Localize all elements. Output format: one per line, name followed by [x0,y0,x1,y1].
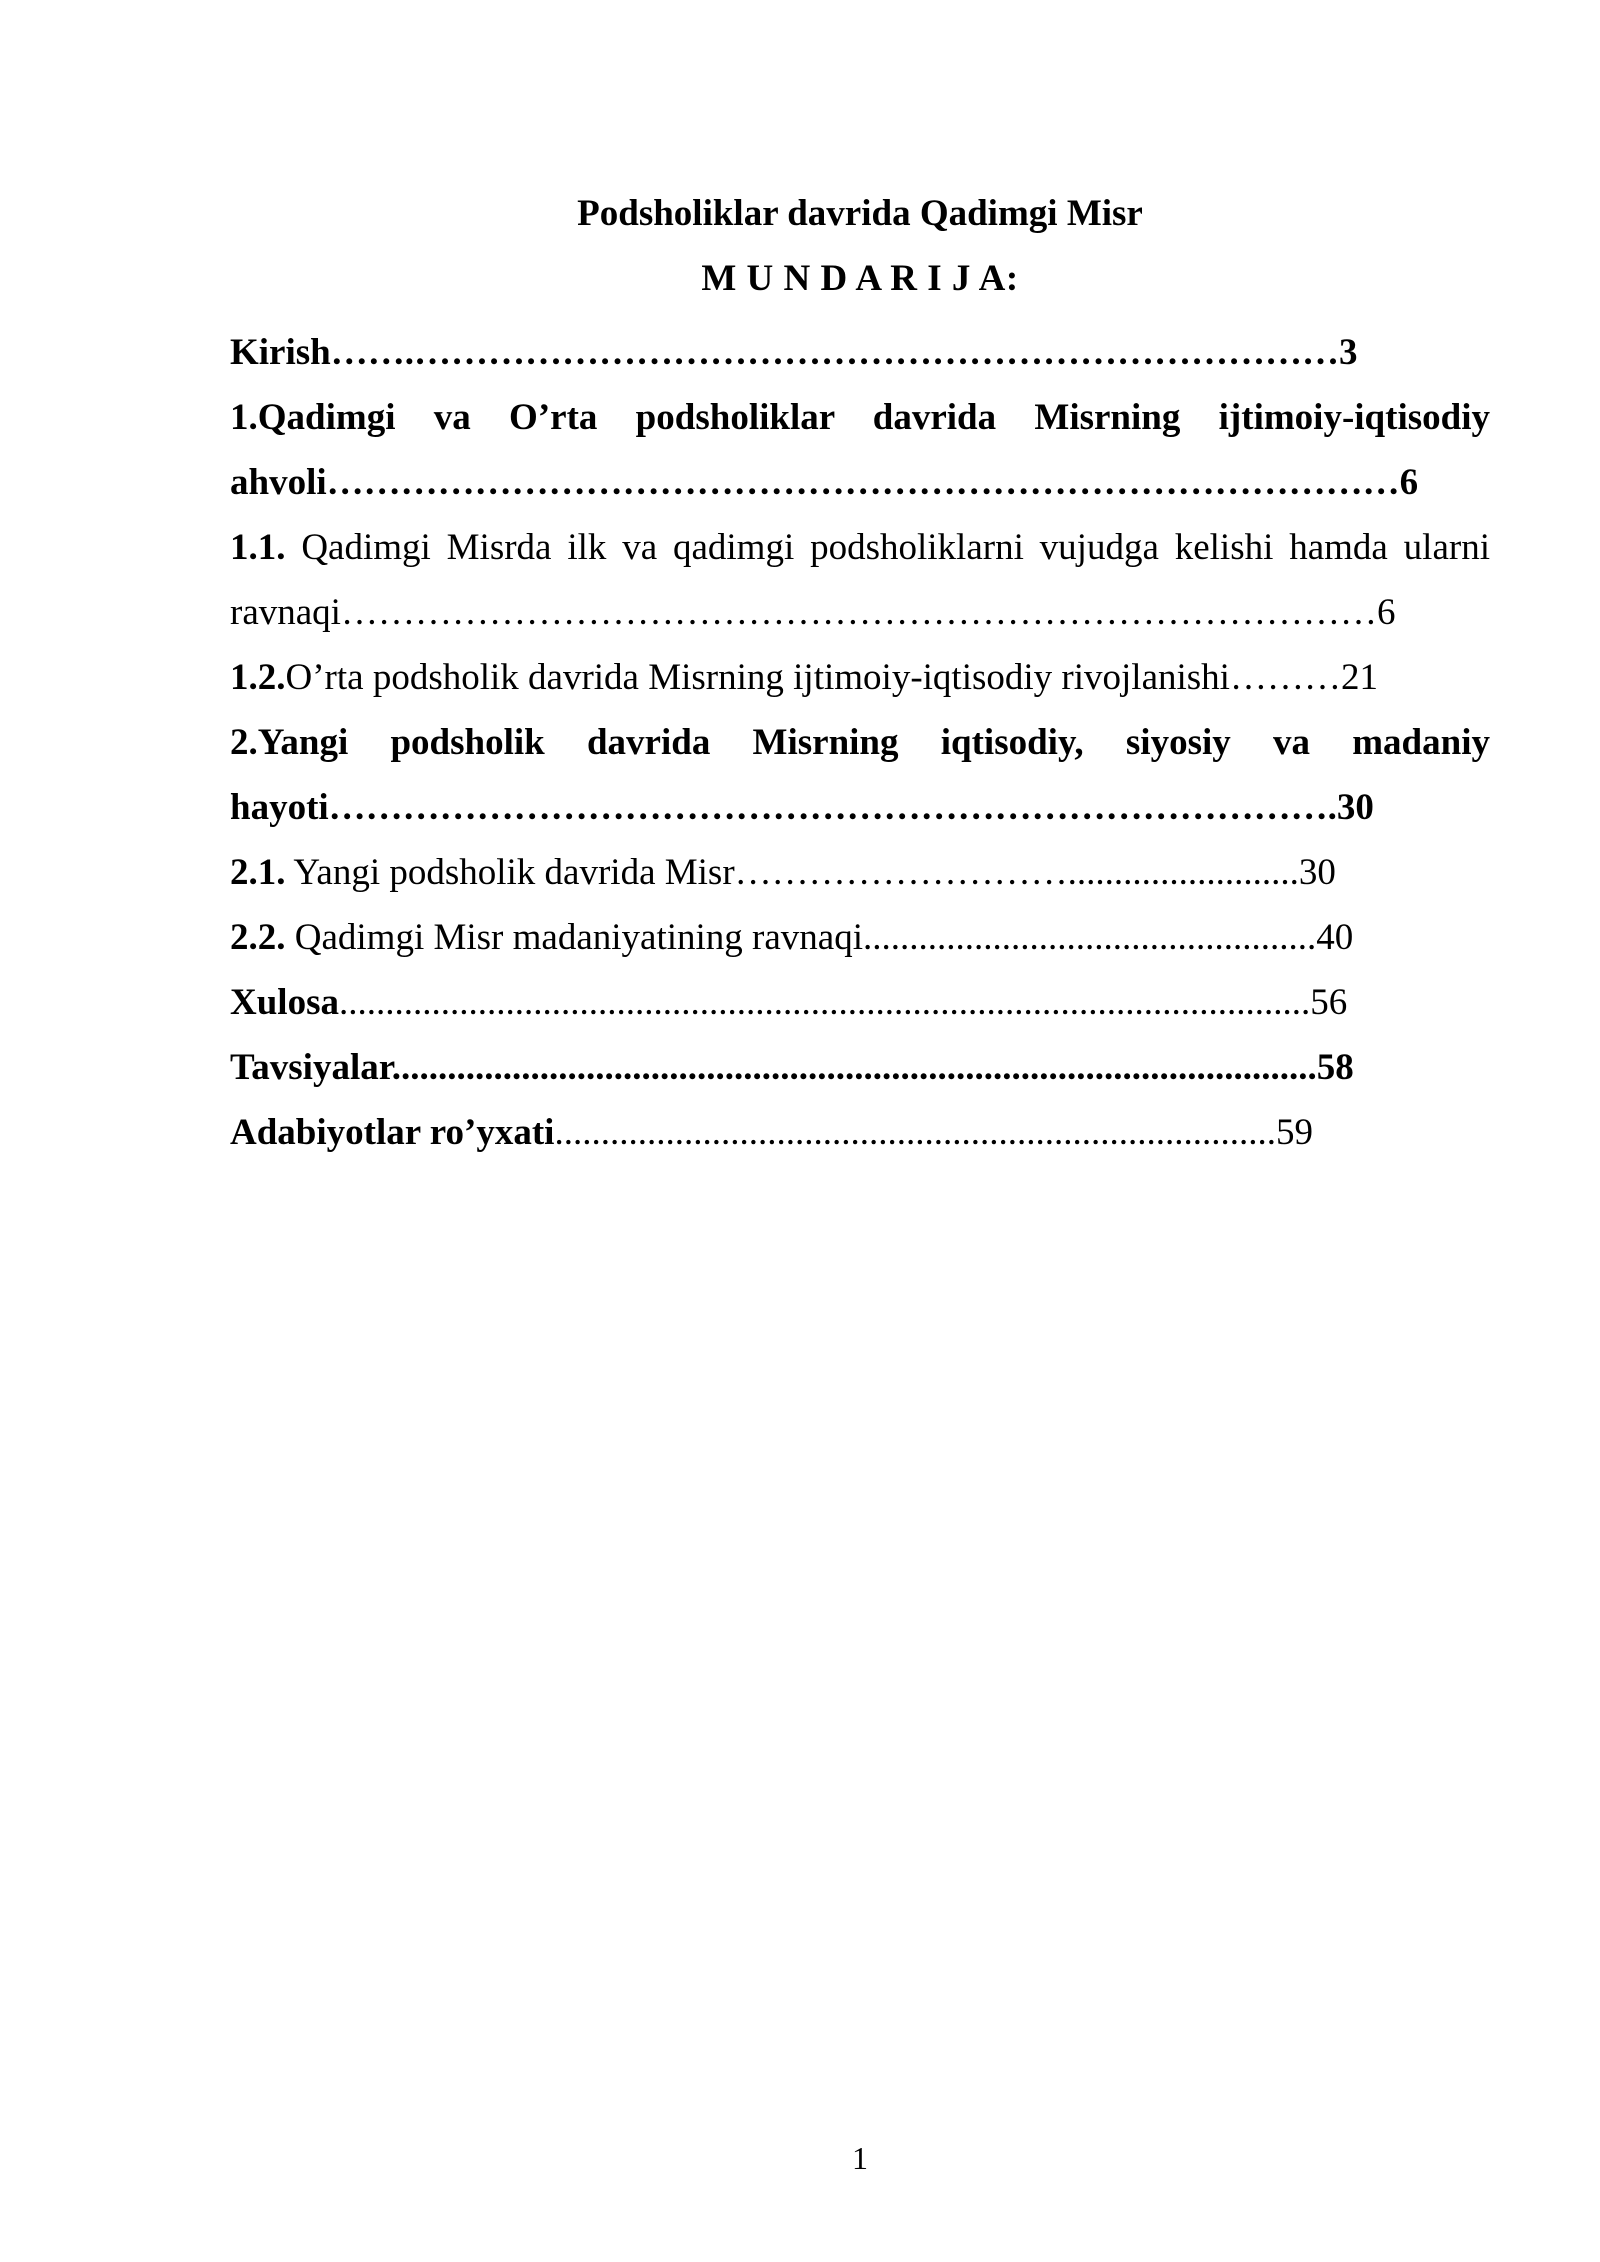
page-number: 1 [852,2140,868,2176]
toc-entry-label: Tavsiyalar....................................................................................................58 [230,1047,1354,1088]
toc-entry-tavsiyalar[interactable] [230,1035,1490,1100]
toc-entry-number: 2.1. [230,852,286,893]
toc-entry-label: 1.Qadimgi va O’rta podsholiklar davrida Misrning ijtimoiy-iqtisodiy [230,397,1490,438]
toc-entry-number: 2.2. [230,917,286,958]
toc-entry-kirish[interactable] [230,320,1490,385]
toc-entry-chapter-2[interactable] [230,710,1490,840]
toc-heading: M U N D A R I J A: [701,258,1019,299]
toc-entry-label: Xulosa [230,982,339,1023]
toc-entry-label: Kirish…….…………………………………………………………………3 [230,332,1358,373]
toc-line [230,1100,1490,1165]
toc-entry-text: Yangi podsholik davrida Misr……………………….........................30 [285,852,1336,893]
toc-entry-text: O’rta podsholik davrida Misrning ijtimoiy-iqtisodiy rivojlanishi………21 [285,657,1378,698]
toc-entry-text: Qadimgi Misrda ilk va qadimgi podsholiklarni vujudga kelishi hamda ularni [285,527,1490,568]
toc-entry-number: 1.2. [230,657,286,698]
toc-line [230,320,1490,385]
toc-entry-adabiyotlar[interactable] [230,1100,1490,1165]
toc-line [230,840,1490,905]
toc-line [230,645,1490,710]
table-of-contents [230,320,1490,1165]
toc-entry-label: hayoti……………………………………………………………………….30 [230,787,1374,828]
toc-entry-text: ..............................................................................59 [554,1112,1313,1153]
toc-entry-number: 1.1. [230,527,286,568]
toc-line [230,580,1490,645]
toc-line [230,1035,1490,1100]
toc-line [230,970,1490,1035]
toc-line [230,710,1490,775]
toc-entry-label: ahvoli……………………………………………………………………………6 [230,462,1419,503]
toc-entry-section-1-2[interactable] [230,645,1490,710]
toc-line [230,385,1490,450]
document-title: Podsholiklar davrida Qadimgi Misr [577,193,1143,234]
toc-entry-text: .........................................................................................................56 [338,982,1348,1023]
toc-entry-section-2-2[interactable] [230,905,1490,970]
toc-entry-section-2-1[interactable] [230,840,1490,905]
toc-entry-label: Adabiyotlar ro’yxati [230,1112,555,1153]
toc-entry-chapter-1[interactable] [230,385,1490,515]
toc-entry-label: 2.Yangi podsholik davrida Misrning iqtisodiy, siyosiy va madaniy [230,722,1490,763]
toc-line [230,515,1490,580]
toc-entry-text: ravnaqi…………………………………………………………………………6 [230,592,1396,633]
toc-line [230,450,1490,515]
toc-line [230,775,1490,840]
toc-line [230,905,1490,970]
toc-entry-xulosa[interactable] [230,970,1490,1035]
toc-entry-text: Qadimgi Misr madaniyatining ravnaqi.................................................40 [285,917,1354,958]
toc-entry-section-1-1[interactable] [230,515,1490,645]
